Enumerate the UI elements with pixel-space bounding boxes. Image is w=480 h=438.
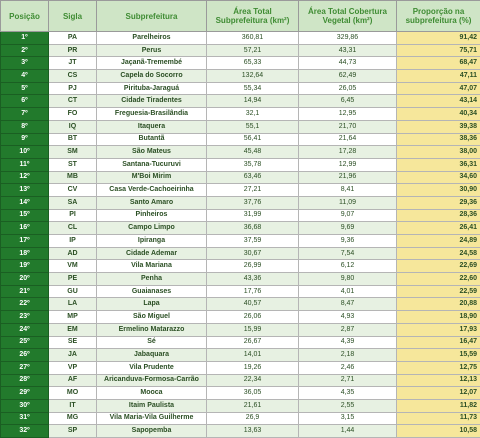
vegetation-area-cell: 6,45 (299, 95, 397, 108)
position-cell: 7º (1, 108, 49, 121)
header-subprefeitura: Subprefeitura (97, 1, 207, 32)
sigla-cell: VP (49, 361, 97, 374)
table-row (1, 235, 480, 248)
proportion-cell: 91,42 (397, 32, 480, 45)
proportion-cell: 24,58 (397, 247, 480, 260)
proportion-cell: 12,07 (397, 387, 480, 400)
position-cell: 13º (1, 184, 49, 197)
proportion-cell: 39,38 (397, 120, 480, 133)
sigla-cell: PR (49, 44, 97, 57)
sigla-cell: PI (49, 209, 97, 222)
vegetation-area-cell: 4,93 (299, 311, 397, 324)
table-body (1, 32, 480, 438)
vegetation-area-cell: 26,05 (299, 82, 397, 95)
total-area-cell: 27,21 (207, 184, 299, 197)
position-cell: 16º (1, 222, 49, 235)
subprefeitura-cell: Vila Mariana (97, 260, 207, 273)
vegetation-area-cell: 1,44 (299, 425, 397, 438)
subprefeitura-cell: Vila Maria-Vila Guilherme (97, 412, 207, 425)
table-row (1, 349, 480, 362)
proportion-cell: 68,47 (397, 57, 480, 70)
table-row (1, 70, 480, 83)
vegetation-area-cell: 7,54 (299, 247, 397, 260)
vegetation-area-cell: 12,95 (299, 108, 397, 121)
vegetation-area-cell: 11,09 (299, 196, 397, 209)
header-proportion: Proporção na subprefeitura (%) (397, 1, 480, 32)
table-row (1, 399, 480, 412)
total-area-cell: 14,01 (207, 349, 299, 362)
sigla-cell: EM (49, 323, 97, 336)
sigla-cell: PJ (49, 82, 97, 95)
table-row (1, 32, 480, 45)
position-cell: 15º (1, 209, 49, 222)
subprefeitura-cell: Santo Amaro (97, 196, 207, 209)
subprefeitura-cell: Casa Verde-Cachoeirinha (97, 184, 207, 197)
table-row (1, 171, 480, 184)
total-area-cell: 15,99 (207, 323, 299, 336)
position-cell: 4º (1, 70, 49, 83)
total-area-cell: 35,78 (207, 158, 299, 171)
vegetation-area-cell: 43,31 (299, 44, 397, 57)
vegetation-area-cell: 4,01 (299, 285, 397, 298)
subprefeitura-cell: Mooca (97, 387, 207, 400)
total-area-cell: 37,59 (207, 235, 299, 248)
table-row (1, 120, 480, 133)
position-cell: 31º (1, 412, 49, 425)
table-row (1, 273, 480, 286)
table-row (1, 82, 480, 95)
position-cell: 29º (1, 387, 49, 400)
total-area-cell: 45,48 (207, 146, 299, 159)
table-row (1, 311, 480, 324)
total-area-cell: 26,06 (207, 311, 299, 324)
subprefeitura-cell: Sapopemba (97, 425, 207, 438)
total-area-cell: 26,67 (207, 336, 299, 349)
position-cell: 5º (1, 82, 49, 95)
position-cell: 8º (1, 120, 49, 133)
subprefeitura-cell: Aricanduva-Formosa-Carrão (97, 374, 207, 387)
total-area-cell: 63,46 (207, 171, 299, 184)
total-area-cell: 132,64 (207, 70, 299, 83)
proportion-cell: 15,59 (397, 349, 480, 362)
header-total-area: Área Total Subprefeitura (km²) (207, 1, 299, 32)
total-area-cell: 56,41 (207, 133, 299, 146)
position-cell: 22º (1, 298, 49, 311)
table-row (1, 374, 480, 387)
proportion-cell: 29,36 (397, 196, 480, 209)
proportion-cell: 30,90 (397, 184, 480, 197)
sigla-cell: MB (49, 171, 97, 184)
subprefeitura-cell: Freguesia-Brasilândia (97, 108, 207, 121)
sigla-cell: PA (49, 32, 97, 45)
table-row (1, 209, 480, 222)
vegetation-area-cell: 9,07 (299, 209, 397, 222)
table-row (1, 387, 480, 400)
proportion-cell: 12,13 (397, 374, 480, 387)
total-area-cell: 13,63 (207, 425, 299, 438)
subprefeitura-cell: Penha (97, 273, 207, 286)
subprefeitura-cell: Santana-Tucuruvi (97, 158, 207, 171)
position-cell: 17º (1, 235, 49, 248)
total-area-cell: 37,76 (207, 196, 299, 209)
sigla-cell: CS (49, 70, 97, 83)
subprefeitura-cell: M'Boi Mirim (97, 171, 207, 184)
subprefeitura-cell: Guaianases (97, 285, 207, 298)
position-cell: 28º (1, 374, 49, 387)
subprefeitura-cell: Butantã (97, 133, 207, 146)
proportion-cell: 38,36 (397, 133, 480, 146)
subprefeitura-cell: Cidade Tiradentes (97, 95, 207, 108)
table-row (1, 44, 480, 57)
sigla-cell: MO (49, 387, 97, 400)
sigla-cell: IQ (49, 120, 97, 133)
proportion-cell: 20,88 (397, 298, 480, 311)
subprefeitura-cell: Jabaquara (97, 349, 207, 362)
table-row (1, 260, 480, 273)
position-cell: 32º (1, 425, 49, 438)
vegetation-area-cell: 12,99 (299, 158, 397, 171)
proportion-cell: 24,89 (397, 235, 480, 248)
vegetation-area-cell: 6,12 (299, 260, 397, 273)
proportion-cell: 36,31 (397, 158, 480, 171)
table-row (1, 95, 480, 108)
sigla-cell: ST (49, 158, 97, 171)
vegetation-area-cell: 62,49 (299, 70, 397, 83)
vegetation-area-cell: 21,70 (299, 120, 397, 133)
position-cell: 3º (1, 57, 49, 70)
total-area-cell: 22,34 (207, 374, 299, 387)
position-cell: 1º (1, 32, 49, 45)
sigla-cell: SM (49, 146, 97, 159)
position-cell: 9º (1, 133, 49, 146)
table-row (1, 222, 480, 235)
sigla-cell: SE (49, 336, 97, 349)
total-area-cell: 14,94 (207, 95, 299, 108)
vegetation-area-cell: 17,28 (299, 146, 397, 159)
header-sigla: Sigla (49, 1, 97, 32)
sigla-cell: FO (49, 108, 97, 121)
position-cell: 21º (1, 285, 49, 298)
subprefeitura-cell: Itaim Paulista (97, 399, 207, 412)
vegetation-area-cell: 21,64 (299, 133, 397, 146)
subprefeitura-cell: Campo Limpo (97, 222, 207, 235)
subprefeitura-cell: São Mateus (97, 146, 207, 159)
subprefeitura-cell: Capela do Socorro (97, 70, 207, 83)
total-area-cell: 55,34 (207, 82, 299, 95)
position-cell: 27º (1, 361, 49, 374)
subprefeitura-cell: Jaçanã-Tremembé (97, 57, 207, 70)
proportion-cell: 75,71 (397, 44, 480, 57)
sigla-cell: AD (49, 247, 97, 260)
total-area-cell: 26,99 (207, 260, 299, 273)
vegetation-area-cell: 2,71 (299, 374, 397, 387)
proportion-cell: 47,11 (397, 70, 480, 83)
total-area-cell: 19,26 (207, 361, 299, 374)
total-area-cell: 36,68 (207, 222, 299, 235)
vegetation-area-cell: 21,96 (299, 171, 397, 184)
total-area-cell: 17,76 (207, 285, 299, 298)
vegetation-area-cell: 329,86 (299, 32, 397, 45)
total-area-cell: 36,05 (207, 387, 299, 400)
position-cell: 25º (1, 336, 49, 349)
vegetation-area-cell: 2,55 (299, 399, 397, 412)
total-area-cell: 21,61 (207, 399, 299, 412)
total-area-cell: 55,1 (207, 120, 299, 133)
table-row (1, 425, 480, 438)
position-cell: 30º (1, 399, 49, 412)
proportion-cell: 47,07 (397, 82, 480, 95)
table-row (1, 412, 480, 425)
vegetation-area-cell: 4,35 (299, 387, 397, 400)
proportion-cell: 38,00 (397, 146, 480, 159)
sigla-cell: MP (49, 311, 97, 324)
proportion-cell: 12,75 (397, 361, 480, 374)
position-cell: 10º (1, 146, 49, 159)
vegetation-area-cell: 2,87 (299, 323, 397, 336)
proportion-cell: 22,59 (397, 285, 480, 298)
proportion-cell: 10,58 (397, 425, 480, 438)
position-cell: 19º (1, 260, 49, 273)
proportion-cell: 22,60 (397, 273, 480, 286)
table-row (1, 298, 480, 311)
subprefeitura-cell: Ermelino Matarazzo (97, 323, 207, 336)
vegetation-area-cell: 4,39 (299, 336, 397, 349)
subprefeitura-cell: Parelheiros (97, 32, 207, 45)
position-cell: 11º (1, 158, 49, 171)
subprefeitura-cell: São Miguel (97, 311, 207, 324)
sigla-cell: VM (49, 260, 97, 273)
subprefeitura-cell: Pinheiros (97, 209, 207, 222)
subprefeitura-cell: Ipiranga (97, 235, 207, 248)
table-row (1, 158, 480, 171)
sigla-cell: JT (49, 57, 97, 70)
total-area-cell: 65,33 (207, 57, 299, 70)
position-cell: 18º (1, 247, 49, 260)
subprefeitura-cell: Lapa (97, 298, 207, 311)
sigla-cell: CT (49, 95, 97, 108)
table-row (1, 336, 480, 349)
vegetation-area-cell: 8,47 (299, 298, 397, 311)
position-cell: 23º (1, 311, 49, 324)
sigla-cell: LA (49, 298, 97, 311)
table-row (1, 146, 480, 159)
sigla-cell: CL (49, 222, 97, 235)
position-cell: 20º (1, 273, 49, 286)
table-row (1, 323, 480, 336)
proportion-cell: 22,69 (397, 260, 480, 273)
vegetation-area-cell: 3,15 (299, 412, 397, 425)
vegetation-area-cell: 44,73 (299, 57, 397, 70)
sigla-cell: PE (49, 273, 97, 286)
subprefeitura-cell: Pirituba-Jaraguá (97, 82, 207, 95)
total-area-cell: 43,36 (207, 273, 299, 286)
header-vegetation-area: Área Total Cobertura Vegetal (km²) (299, 1, 397, 32)
sigla-cell: SA (49, 196, 97, 209)
position-cell: 2º (1, 44, 49, 57)
subprefeitura-cell: Perus (97, 44, 207, 57)
sigla-cell: SP (49, 425, 97, 438)
table-row (1, 133, 480, 146)
table-row (1, 285, 480, 298)
sigla-cell: MG (49, 412, 97, 425)
header-position: Posição (1, 1, 49, 32)
proportion-cell: 11,82 (397, 399, 480, 412)
subprefeitura-cell: Sé (97, 336, 207, 349)
total-area-cell: 26,9 (207, 412, 299, 425)
proportion-cell: 11,73 (397, 412, 480, 425)
position-cell: 24º (1, 323, 49, 336)
sigla-cell: JA (49, 349, 97, 362)
subprefeitura-cell: Itaquera (97, 120, 207, 133)
proportion-cell: 28,36 (397, 209, 480, 222)
total-area-cell: 30,67 (207, 247, 299, 260)
subprefeitura-cell: Cidade Ademar (97, 247, 207, 260)
vegetation-area-cell: 9,69 (299, 222, 397, 235)
vegetation-area-cell: 9,80 (299, 273, 397, 286)
subprefeitura-cell: Vila Prudente (97, 361, 207, 374)
total-area-cell: 32,1 (207, 108, 299, 121)
proportion-cell: 16,47 (397, 336, 480, 349)
proportion-cell: 34,60 (397, 171, 480, 184)
table-row (1, 57, 480, 70)
total-area-cell: 57,21 (207, 44, 299, 57)
proportion-cell: 43,14 (397, 95, 480, 108)
sigla-cell: BT (49, 133, 97, 146)
total-area-cell: 31,99 (207, 209, 299, 222)
table-row (1, 108, 480, 121)
position-cell: 26º (1, 349, 49, 362)
vegetation-area-cell: 8,41 (299, 184, 397, 197)
position-cell: 14º (1, 196, 49, 209)
sigla-cell: IP (49, 235, 97, 248)
total-area-cell: 40,57 (207, 298, 299, 311)
table-row (1, 247, 480, 260)
vegetation-area-cell: 2,18 (299, 349, 397, 362)
position-cell: 12º (1, 171, 49, 184)
proportion-cell: 40,34 (397, 108, 480, 121)
vegetation-area-cell: 2,46 (299, 361, 397, 374)
sigla-cell: GU (49, 285, 97, 298)
total-area-cell: 360,81 (207, 32, 299, 45)
sigla-cell: AF (49, 374, 97, 387)
proportion-cell: 18,90 (397, 311, 480, 324)
sigla-cell: IT (49, 399, 97, 412)
proportion-cell: 17,93 (397, 323, 480, 336)
table-row (1, 196, 480, 209)
proportion-cell: 26,41 (397, 222, 480, 235)
sigla-cell: CV (49, 184, 97, 197)
position-cell: 6º (1, 95, 49, 108)
table-row (1, 184, 480, 197)
vegetation-area-cell: 9,36 (299, 235, 397, 248)
table-row (1, 361, 480, 374)
header-row (1, 1, 480, 32)
